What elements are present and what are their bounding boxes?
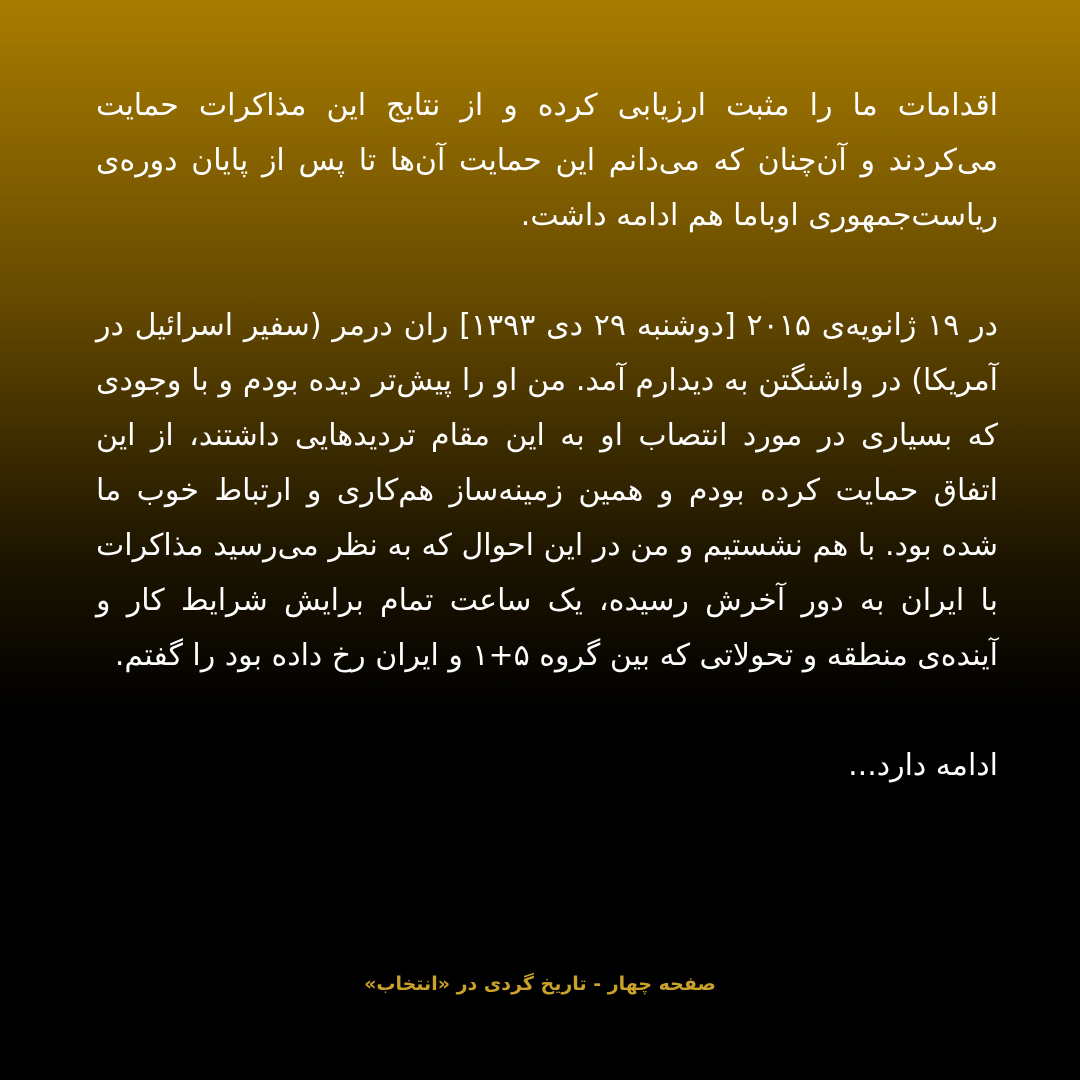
paragraph-1: اقدامات ما را مثبت ارزیابی کرده و از نتایج این مذاکرات حمایت می‌کردند و آن‌چنان که می‌دانم این حمایت آن‌ها تا پس از پایان دوره‌ی ریاست‌جمهوری اوباما هم ادامه داشت. xyxy=(96,88,998,233)
article-text xyxy=(96,78,998,793)
paragraph-2: در ۱۹ ژانویه‌ی ۲۰۱۵ [دوشنبه ۲۹ دی ۱۳۹۳] ران درمر (سفیر اسرائیل در آمریکا) در واشنگتن به دیدارم آمد. من او را پیش‌تر دیده بودم و با وجودی که بسیاری در مورد انتصاب او به این مقام تردیدهایی داشتند، از این اتفاق حمایت کرده بودم و همین زمینه‌ساز هم‌کاری و ارتباط خوب ما شده بود. با هم نشستیم و من در این احوال که به نظر می‌رسید مذاکرات با ایران به دور آخرش رسیده، یک ساعت تمام برایش شرایط کار و آینده‌ی منطقه و تحولاتی که بین گروه ۵+۱ و ایران رخ داده بود را گفتم. xyxy=(96,308,998,673)
continue-text: ادامه دارد... xyxy=(848,748,998,783)
footer-caption: صفحه چهار - تاریخ گردی در «انتخاب» xyxy=(364,973,716,995)
